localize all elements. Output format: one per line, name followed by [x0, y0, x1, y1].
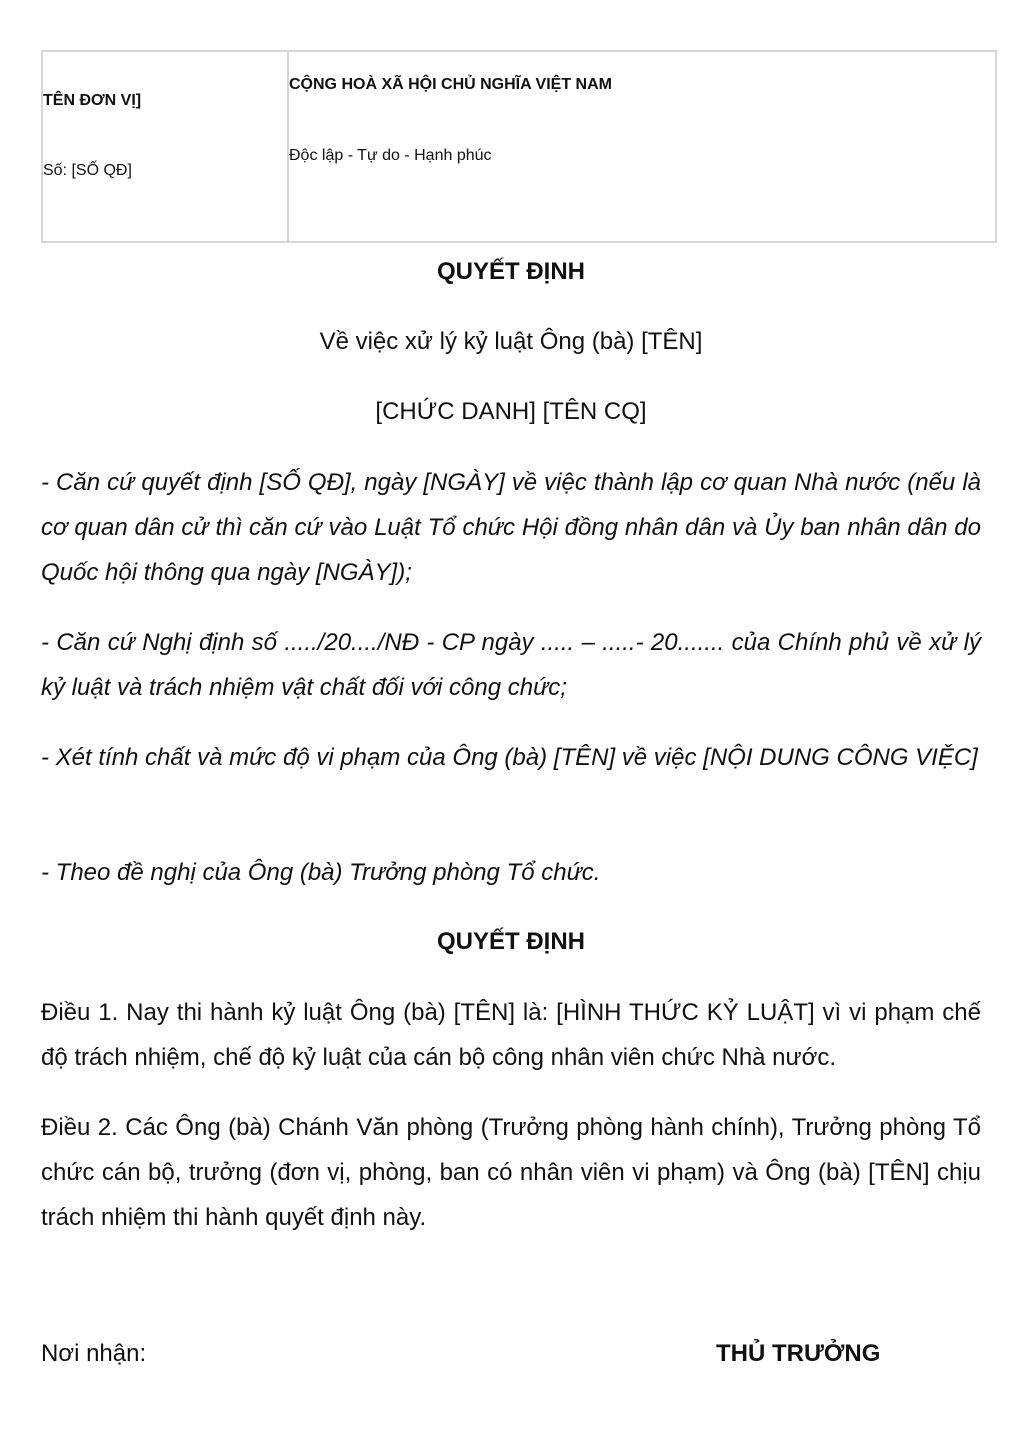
- subject-line-2: [CHỨC DANH] [TÊN CQ]: [375, 398, 647, 425]
- article-2: Điều 2. Các Ông (bà) Chánh Văn phòng (Trưởng phòng hành chính), Trưởng phòng Tổ chức cán bộ, trưởng (đơn vị, phòng, ban có nhân viên vi phạm) và Ông (bà) [TÊN] chịu trách nhiệm thi hành quyết định này.: [41, 1114, 981, 1231]
- preamble-clause-2: - Căn cứ Nghị định số ...../20..../NĐ - CP ngày ..... – .....- 20....... của Chính phủ về xử lý kỷ luật và trách nhiệm vật chất đối với công chức;: [41, 629, 981, 701]
- header-table: [41, 50, 997, 243]
- document-title: QUYẾT ĐỊNH: [436, 258, 585, 285]
- header-left-cell: [43, 52, 289, 241]
- national-motto: Độc lập - Tự do - Hạnh phúc: [289, 147, 492, 164]
- preamble-clause-1: - Căn cứ quyết định [SỐ QĐ], ngày [NGÀY] về việc thành lập cơ quan Nhà nước (nếu là cơ quan dân cử thì căn cứ vào Luật Tổ chức Hội đồng nhân dân và Ủy ban nhân dân do Quốc hội thông qua ngày [NGÀY]);: [41, 469, 981, 586]
- nation-name: CỘNG HOÀ XÃ HỘI CHỦ NGHĨA VIỆT NAM: [289, 76, 612, 93]
- article-1: Điều 1. Nay thi hành kỷ luật Ông (bà) [TÊN] là: [HÌNH THỨC KỶ LUẬT] vì vi phạm chế độ trách nhiệm, chế độ kỷ luật của cán bộ công nhân viên chức Nhà nước.: [41, 999, 981, 1071]
- signer-title: THỦ TRƯỞNG: [716, 1340, 881, 1367]
- decision-number: Số: [SỐ QĐ]: [43, 162, 132, 179]
- recipients-label: Nơi nhận:: [41, 1340, 147, 1367]
- preamble-clause-3: - Xét tính chất và mức độ vi phạm của Ông (bà) [TÊN] về việc [NỘI DUNG CÔNG VIỆC]: [41, 744, 978, 771]
- unit-name: TÊN ĐƠN VỊ]: [43, 92, 142, 109]
- subject-line-1: Về việc xử lý kỷ luật Ông (bà) [TÊN]: [319, 328, 703, 355]
- decision-heading: QUYẾT ĐỊNH: [436, 928, 585, 955]
- preamble-clause-4: - Theo đề nghị của Ông (bà) Trưởng phòng Tổ chức.: [41, 859, 601, 886]
